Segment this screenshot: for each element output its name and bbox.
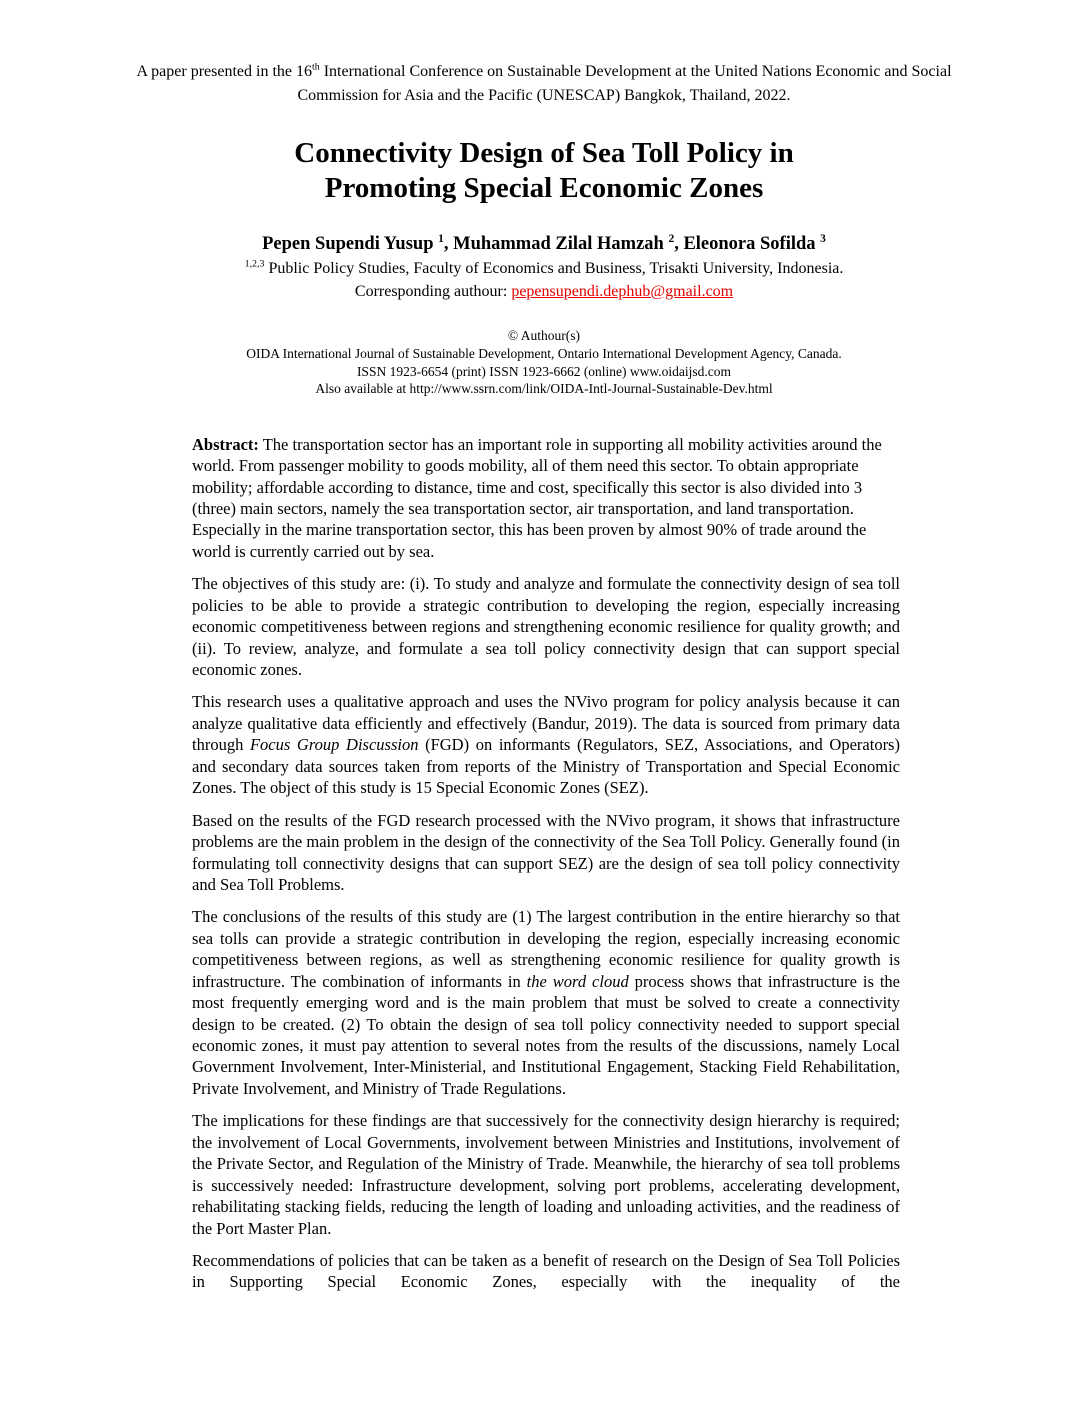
author-separator-1: , bbox=[443, 233, 454, 254]
affiliation-superscript: 1,2,3 bbox=[244, 258, 265, 270]
abstract-paragraph-5-text-cont: process shows that infrastructure is the most frequently emerging word and is the main problem that must be solved to create a connectivity design to be created. (2) To obtain the design of sea toll policy connectivity needed to support special economic zones, it must pay attention to several notes from the results of the discussions, namely Local Government Involvement, Inter-Ministerial, and Institutional Engagement, Stacking Field Rehabilitation, Private Involvement, and Ministry of Trade Regulations. bbox=[192, 971, 900, 1098]
abstract-paragraph-3-text: This research uses a qualitative approach and uses the NVivo program for policy analysis because it can analyze qualitative data efficiently and effectively (Bandur, 2019). The data is sourced from primary data through bbox=[192, 692, 900, 755]
author-separator-2: , bbox=[674, 233, 684, 254]
correspondence-label: Corresponding authour: bbox=[354, 282, 512, 300]
author-name-1: Pepen Supendi Yusup bbox=[262, 233, 439, 254]
abstract-paragraph-6 bbox=[192, 1110, 900, 1239]
abstract-paragraph-2-text: The objectives of this study are: (i). To study and analyze and formulate the connectivity design of sea toll policies to be able to provide a strategic contribution to developing the region, especially increasing economic competitiveness between regions and strengthening economic resilience for quality growth; and (ii). To review, analyze, and formulate a sea toll policy connectivity design that can support special economic zones. bbox=[192, 574, 900, 680]
journal-line: OIDA International Journal of Sustainable Development, Ontario International Development Agency, Canada. bbox=[246, 346, 842, 362]
conference-note bbox=[104, 0, 984, 108]
page-title-line2: Promoting Special Economic Zones bbox=[324, 172, 764, 205]
correspondence-line bbox=[0, 282, 1088, 303]
author-superscript-3: 3 bbox=[820, 232, 826, 245]
abstract-paragraph-5-italic: the word cloud bbox=[526, 971, 629, 991]
author-superscript-2: 2 bbox=[668, 232, 675, 245]
corresponding-author-email-link[interactable]: pepensupendi.dephub@gmail.com bbox=[511, 282, 734, 300]
imprint-block bbox=[0, 327, 1088, 397]
abstract-paragraph-4-text: Based on the results of the FGD research processed with the NVivo program, it shows that infrastructure problems are the main problem in the design of the connectivity of the Sea Toll Policy. Generally found (in formulating toll connectivity designs that can support SEZ) are the design of sea toll policy connectivity and Sea Toll Problems. bbox=[192, 810, 900, 894]
abstract-paragraph-5-text: The conclusions of the results of this study are (1) The largest contribution in the entire hierarchy so that sea tolls can provide a strategic contribution in developing the region, especially increasing economic competitiveness between regions, as well as strengthening economic resilience for quality growth is infrastructure. The combination of informants in bbox=[192, 907, 900, 991]
abstract-paragraph-5 bbox=[192, 906, 900, 1099]
affiliation-line bbox=[0, 259, 1088, 280]
availability-line: Also available at http://www.ssrn.com/link/OIDA-Intl-Journal-Sustainable-Dev.html bbox=[315, 381, 773, 397]
page-title-line1: Connectivity Design of Sea Toll Policy in bbox=[294, 137, 794, 169]
issn-line: ISSN 1923-6654 (print) ISSN 1923-6662 (online) www.oidaijsd.com bbox=[356, 363, 732, 379]
conference-note-text: A paper presented in the 16 bbox=[136, 63, 312, 80]
affiliation-text: Public Policy Studies, Faculty of Economics and Business, Trisakti University, Indonesia. bbox=[264, 259, 844, 277]
copyright-line: © Authour(s) bbox=[507, 328, 581, 344]
abstract-label: Abstract: bbox=[192, 434, 259, 454]
abstract-paragraph-2 bbox=[192, 573, 900, 680]
author-name-3: Eleonora Sofilda bbox=[683, 233, 821, 254]
authors-line bbox=[0, 233, 1088, 256]
abstract-paragraph-7 bbox=[192, 1250, 900, 1293]
abstract-paragraph-4 bbox=[192, 810, 900, 896]
author-name-2: Muhammad Zilal Hamzah bbox=[453, 233, 669, 254]
conference-note-text-cont: International Conference on Sustainable Development at the United Nations Economic and Social Commission for Asia and the Pacific (UNESCAP) Bangkok, Thailand, 2022. bbox=[297, 63, 952, 104]
conference-note-superscript: th bbox=[311, 61, 320, 73]
abstract-paragraph-3-text-cont: (FGD) on informants (Regulators, SEZ, Associations, and Operators) and secondary data sources taken from reports of the Ministry of Transportation and Special Economic Zones. The object of this study is 15 Special Economic Zones (SEZ). bbox=[192, 735, 900, 798]
abstract-paragraph-6-text: The implications for these findings are that successively for the connectivity design hierarchy is required; the involvement of Local Governments, involvement between Ministries and Institutions, involvement of the Private Sector, and Regulation of the Ministry of Trade. Meanwhile, the hierarchy of sea toll problems is successively needed: Infrastructure development, solving port problems, accelerating development, rehabilitating stacking fields, reducing the length of loading and unloading activities, and the readiness of the Port Master Plan. bbox=[192, 1111, 900, 1238]
abstract-paragraph-7-text: Recommendations of policies that can be taken as a benefit of research on the Design of Sea Toll Policies in Supporting Special Economic Zones, especially with the inequality of the bbox=[192, 1250, 900, 1292]
abstract-section bbox=[192, 434, 900, 1293]
abstract-paragraph-1-text: The transportation sector has an important role in supporting all mobility activities around the world. From passenger mobility to goods mobility, all of them need this sector. To obtain appropriate mobility; affordable according to distance, time and cost, specifically this sector is also divided into 3 (three) main sectors, namely the sea transportation sector, air transportation, and land transportation. Especially in the marine transportation sector, this has been proven by almost 90% of trade around the world is currently carried out by sea. bbox=[192, 434, 882, 561]
abstract-paragraph-3-italic: Focus Group Discussion bbox=[249, 735, 419, 755]
author-superscript-1: 1 bbox=[438, 232, 444, 245]
abstract-paragraph-3 bbox=[192, 691, 900, 798]
page-title bbox=[0, 136, 1088, 207]
abstract-paragraph-1 bbox=[192, 434, 900, 563]
